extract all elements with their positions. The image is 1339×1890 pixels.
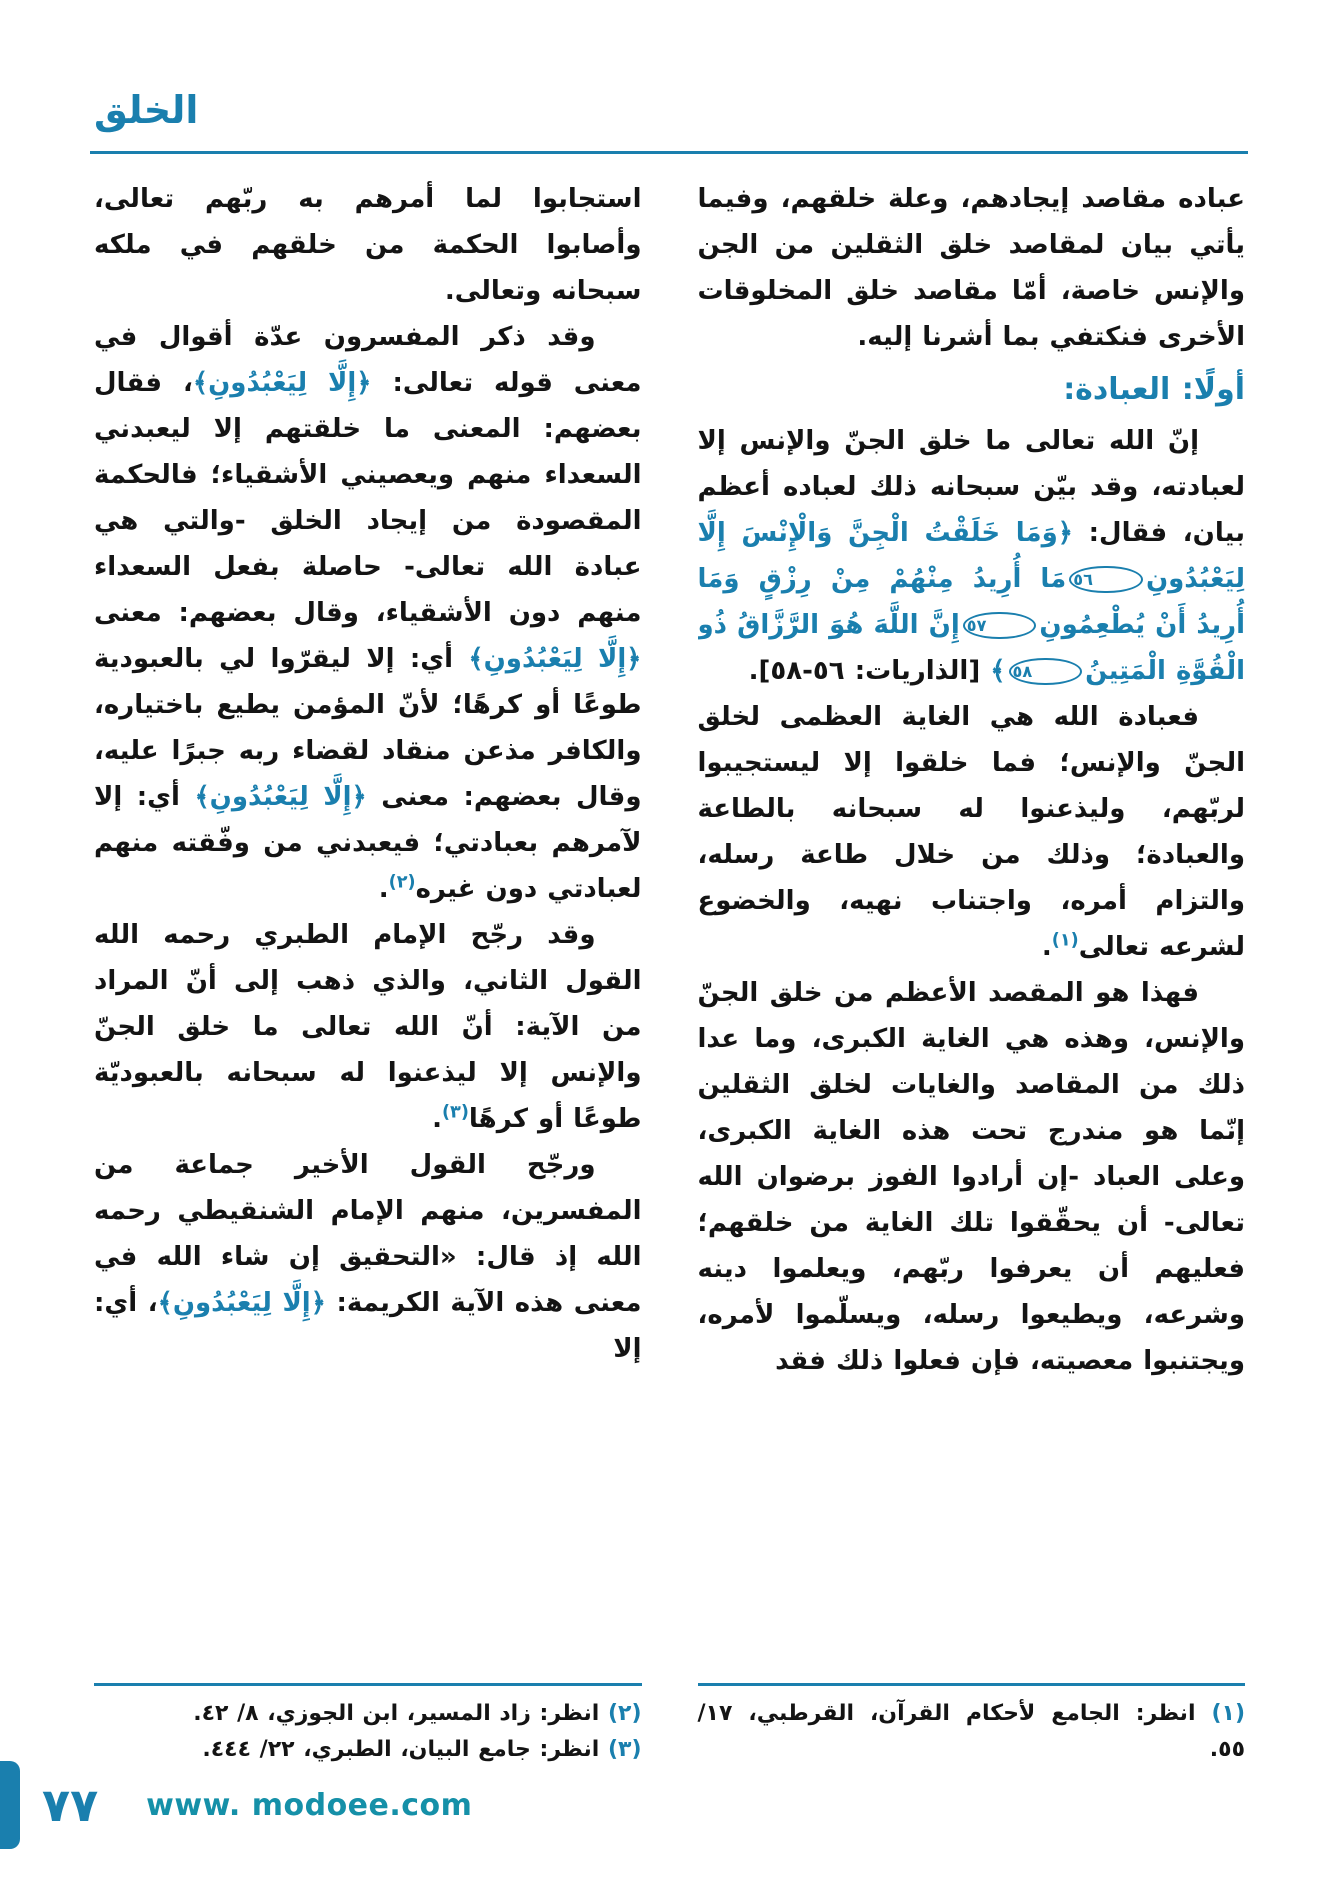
paragraph	[94, 176, 642, 314]
text-run: .	[432, 1104, 442, 1134]
text-run: .	[1041, 932, 1052, 962]
footnote-ref: (٢)	[607, 1701, 642, 1726]
footnote-ref: (٢)	[388, 872, 416, 893]
ayah-number: ٥٦	[1069, 566, 1143, 594]
right-column-body	[698, 176, 1246, 1683]
quran-verse: ﴿إِلَّا لِيَعْبُدُونِ﴾	[194, 782, 367, 812]
quran-verse: مَا أُرِيدُ مِنْهُمْ مِنْ رِزْقٍ وَمَا أُرِيدُ أَنْ يُطْعِمُونِ	[697, 564, 1245, 640]
text-run: إنّ الله تعالى ما خلق الجنّ والإنس إلا لعبادته، وقد بيّن سبحانه ذلك لعباده أعظم بيان، فقال:	[697, 426, 1245, 548]
paragraph	[698, 694, 1246, 970]
right-column	[698, 176, 1246, 1768]
text-run: أي: إلا لآمرهم بعبادتي؛ فيعبدني من وفّقته منهم لعبادتي دون غيره	[94, 782, 642, 904]
footnote-ref: (١)	[1211, 1701, 1245, 1726]
footnote	[698, 1696, 1246, 1768]
quran-verse: إِنَّ اللَّهَ هُوَ الرَّزَّاقُ ذُو الْقُوَّةِ الْمَتِينُ	[697, 610, 1245, 686]
quran-verse: ﴿إِلَّا لِيَعْبُدُونِ﴾	[468, 644, 642, 674]
paragraph	[698, 970, 1246, 1384]
text-run: ورجّح القول الأخير جماعة من المفسرين، منهم الإمام الشنقيطي رحمه الله إذ قال: «التحقيق إن شاء الله في معنى هذه الآية الكريمة:	[94, 1150, 642, 1318]
page-footer	[0, 1760, 472, 1850]
page-header-title: الخلق	[94, 88, 199, 132]
paragraph	[94, 1142, 642, 1372]
text-run: أولًا: العبادة:	[1063, 372, 1245, 407]
text-run: ، أي: إلا	[94, 1288, 642, 1364]
text-run: انظر: الجامع لأحكام القرآن، القرطبي، ١٧/ ٥٥.	[697, 1701, 1245, 1762]
footnote-ref: (١)	[1051, 930, 1079, 951]
text-columns	[94, 176, 1245, 1768]
paragraph	[698, 176, 1246, 360]
page-number: ٧٧	[42, 1778, 99, 1832]
quran-verse: ﴿وَمَا خَلَقْتُ الْجِنَّ وَالْإِنْسَ إِلَّا لِيَعْبُدُونِ	[697, 518, 1245, 594]
text-run: استجابوا لما أمرهم به ربّهم تعالى، وأصابوا الحكمة من خلقهم في ملكه سبحانه وتعالى.	[94, 184, 642, 306]
text-run: انظر: جامع البيان، الطبري، ٢٢/ ٤٤٤.	[202, 1737, 608, 1762]
text-run: وقد ذكر المفسرون عدّة أقوال في معنى قوله تعالى:	[94, 322, 642, 398]
footnote-ref: (٣)	[441, 1102, 469, 1123]
paragraph	[698, 418, 1246, 694]
quran-verse: ﴿إِلَّا لِيَعْبُدُونِ﴾	[192, 368, 372, 398]
text-run: فعبادة الله هي الغاية العظمى لخلق الجنّ والإنس؛ فما خلقوا إلا ليستجيبوا لربّهم، وليذعنوا له سبحانه بالطاعة والعبادة؛ وذلك من خلال طاعة رسله، والتزام أمره، واجتناب نهيه، والخضوع لشرعه تعالى	[697, 702, 1245, 962]
text-run: وقد رجّح الإمام الطبري رحمه الله القول الثاني، والذي ذهب إلى أنّ المراد من الآية: أنّ الله تعالى ما خلق الجنّ والإنس إلا ليذعنوا له سبحانه بالعبوديّة طوعًا أو كرهًا	[94, 920, 642, 1134]
text-run: .	[378, 874, 389, 904]
text-run: فهذا هو المقصد الأعظم من خلق الجنّ والإنس، وهذه هي الغاية الكبرى، وما عدا ذلك من المقاصد والغايات لخلق الثقلين إنّما هو مندرج تحت هذه الغاية الكبرى، وعلى العباد -إن أرادوا الفوز برضوان الله تعالى- أن يحقّقوا تلك الغاية من خلقهم؛ فعليهم أن يعرفوا ربّهم، ويعلموا دينه وشرعه، ويطيعوا رسله، ويسلّموا لأمره، ويجتنبوا معصيته، فإن فعلوا ذلك فقد	[697, 978, 1245, 1376]
text-run: أي: إلا ليقرّوا لي بالعبودية طوعًا أو كرهًا؛ لأنّ المؤمن يطيع باختياره، والكافر مذعن منقاد لقضاء ربه جبرًا عليه، وقال بعضهم: معنى	[94, 644, 642, 812]
section-heading	[698, 364, 1246, 416]
paragraph	[94, 314, 642, 912]
quran-verse: ﴾	[990, 656, 1006, 686]
footer-accent-bar	[0, 1761, 20, 1849]
website-url: www. modoee.com	[146, 1787, 473, 1823]
paragraph	[94, 912, 642, 1142]
text-run: ، فقال بعضهم: المعنى ما خلقتهم إلا ليعبدني السعداء منهم ويعصيني الأشقياء؛ فالحكمة المقصودة من إيجاد الخلق -والتي هي عبادة الله تعالى- حاصلة بفعل السعداء منهم دون الأشقياء، وقال بعضهم: معنى	[94, 368, 642, 628]
footnote	[94, 1696, 642, 1732]
surah-reference: [الذاريات: ٥٦-٥٨].	[748, 656, 991, 686]
left-column	[94, 176, 642, 1768]
left-column-footnotes	[94, 1683, 642, 1768]
ayah-number: ٥٨	[1009, 658, 1083, 686]
right-column-footnotes	[698, 1683, 1246, 1768]
left-column-body	[94, 176, 642, 1683]
ayah-number: ٥٧	[963, 612, 1037, 640]
header-divider	[90, 151, 1248, 154]
footnote-ref: (٣)	[607, 1737, 642, 1762]
text-run: عباده مقاصد إيجادهم، وعلة خلقهم، وفيما يأتي بيان لمقاصد خلق الثقلين من الجن والإنس خاصة، أمّا مقاصد خلق المخلوقات الأخرى فنكتفي بما أشرنا إليه.	[697, 184, 1245, 352]
quran-verse: ﴿إِلَّا لِيَعْبُدُونِ﴾	[157, 1288, 326, 1318]
text-run: انظر: زاد المسير، ابن الجوزي، ٨/ ٤٢.	[193, 1701, 608, 1726]
